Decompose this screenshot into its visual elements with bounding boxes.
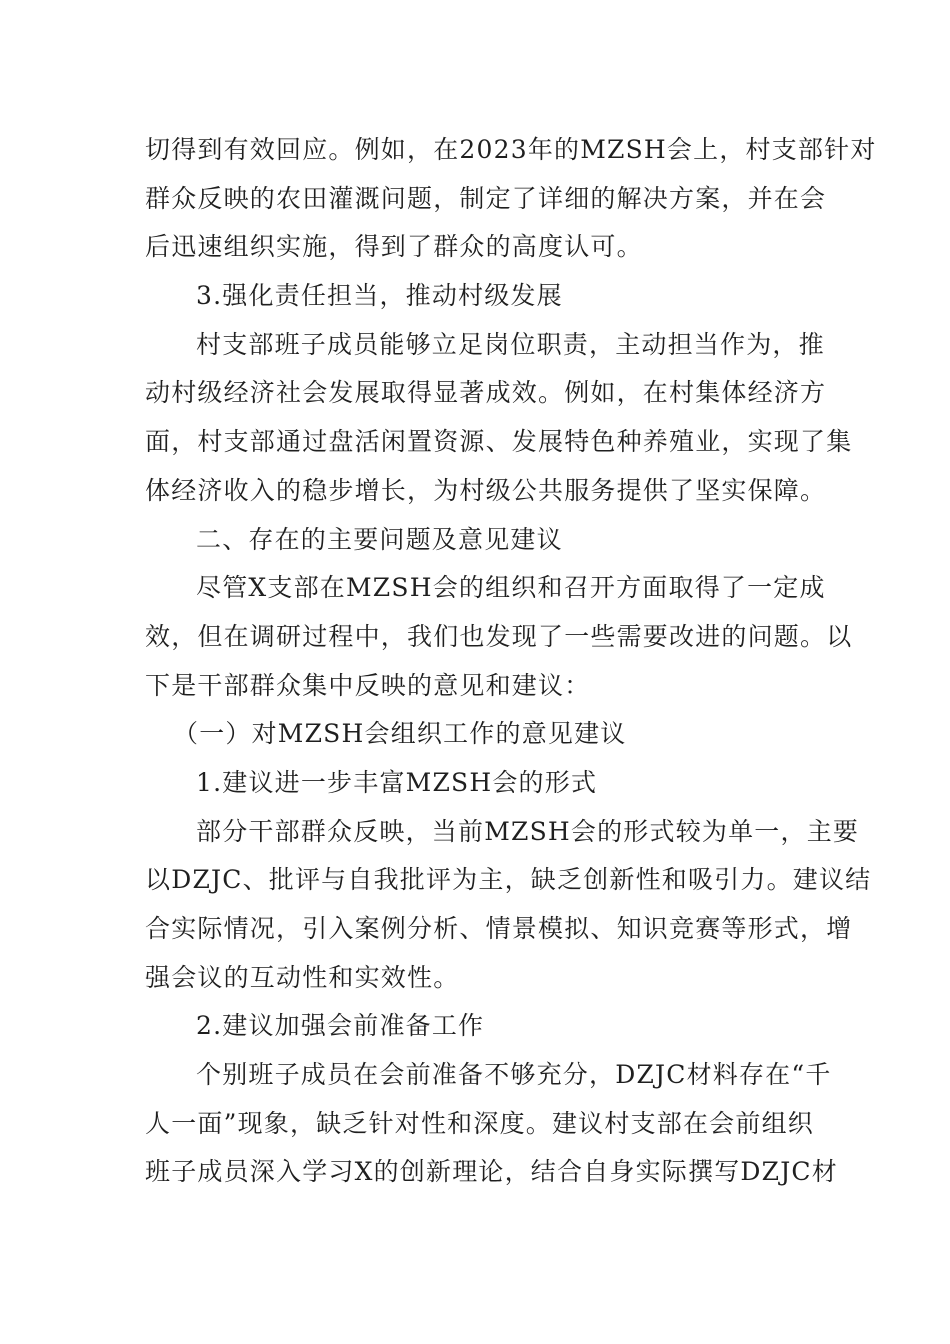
text-line: 以DZJC、批评与自我批评为主，缺乏创新性和吸引力。建议结 [145, 865, 872, 895]
text-line: 后迅速组织实施，得到了群众的高度认可。 [145, 232, 643, 262]
document-body [145, 126, 877, 1197]
heading-text: （一）对MZSH会组织工作的意见建议 [173, 719, 627, 749]
heading-text: 3.强化责任担当，推动村级发展 [196, 281, 563, 311]
heading-text: 二、存在的主要问题及意见建议 [196, 524, 563, 554]
text-line: 部分干部群众反映，当前MZSH会的形式较为单一，主要 [196, 816, 860, 846]
heading-text: 2.建议加强会前准备工作 [196, 1011, 485, 1041]
paragraph-continuation [145, 126, 877, 272]
text-line: 村支部班子成员能够立足岗位职责，主动担当作为，推 [196, 329, 825, 359]
text-line: 合实际情况，引入案例分析、情景模拟、知识竞赛等形式，增 [145, 914, 853, 943]
paragraph-form-suggestion [145, 808, 872, 1003]
heading-text: 1.建议进一步丰富MZSH会的形式 [196, 767, 598, 797]
heading-item-2 [145, 1002, 807, 1051]
section-heading-issues [145, 516, 807, 565]
text-line: 动村级经济社会发展取得显著成效。例如，在村集体经济方 [145, 378, 827, 408]
paragraph-village-development [145, 321, 853, 516]
text-line: 群众反映的农田灌溉问题，制定了详细的解决方案，并在会 [145, 183, 827, 213]
text-line: 尽管X支部在MZSH会的组织和召开方面取得了一定成 [196, 573, 826, 603]
heading-item-3 [145, 272, 807, 321]
text-line: 班子成员深入学习X的创新理论，结合自身实际撰写DZJC材 [145, 1157, 838, 1187]
text-line: 效，但在调研过程中，我们也发现了一些需要改进的问题。以 [145, 621, 853, 651]
text-line: 个别班子成员在会前准备不够充分，DZJC材料存在“千 [196, 1060, 832, 1090]
paragraph-preparation-suggestion [145, 1051, 838, 1197]
text-line: 体经济收入的稳步增长，为村级公共服务提供了坚实保障。 [145, 475, 827, 505]
text-line: 切得到有效回应。例如，在2023年的MZSH会上，村支部针对 [145, 135, 877, 164]
subsection-heading-organization [145, 710, 807, 759]
paragraph-issues-intro [145, 564, 853, 710]
text-line: 下是干部群众集中反映的意见和建议： [145, 670, 591, 700]
heading-item-1 [145, 759, 807, 808]
text-line: 强会议的互动性和实效性。 [145, 962, 460, 992]
text-line: 人一面”现象，缺乏针对性和深度。建议村支部在会前组织 [145, 1108, 814, 1138]
text-line: 面，村支部通过盘活闲置资源、发展特色种养殖业，实现了集 [145, 427, 853, 457]
